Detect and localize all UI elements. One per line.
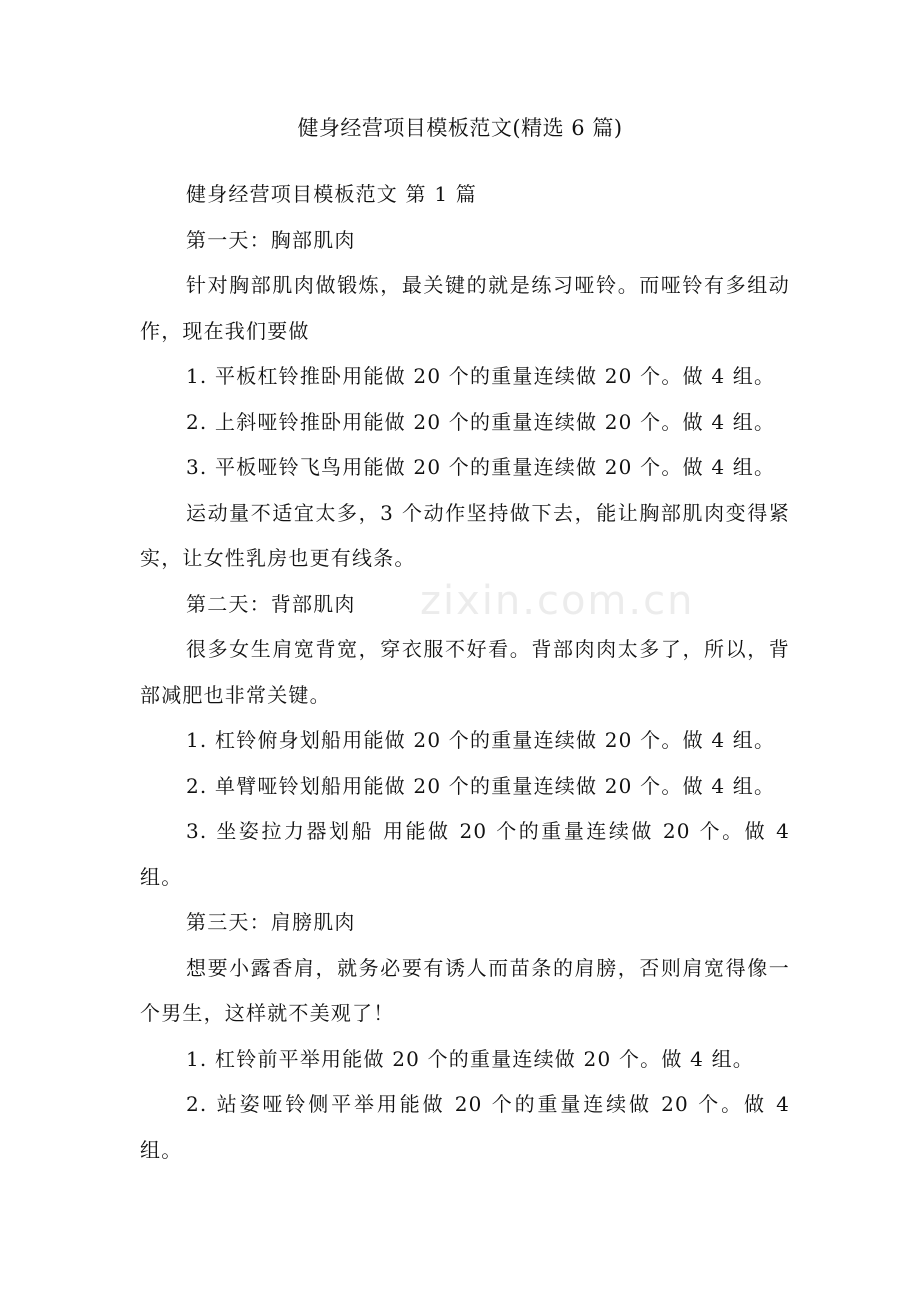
day-heading: 第二天：背部肌肉 xyxy=(186,591,356,616)
list-item: 2. 站姿哑铃侧平举用能做 20 个的重量连续做 20 个。做 4 组。 xyxy=(140,1092,790,1162)
list-item: 1. 平板杠铃推卧用能做 20 个的重量连续做 20 个。做 4 组。 xyxy=(186,364,776,388)
section-heading: 健身经营项目模板范文 第 1 篇 xyxy=(186,182,477,206)
list-item: 3. 平板哑铃飞鸟用能做 20 个的重量连续做 20 个。做 4 组。 xyxy=(186,455,776,479)
list-item: 1. 杠铃前平举用能做 20 个的重量连续做 20 个。做 4 组。 xyxy=(186,1046,755,1071)
watermark: zixin.com.cn xyxy=(420,578,695,624)
document-body xyxy=(140,172,790,1173)
day-heading: 第三天：肩膀肌肉 xyxy=(186,910,356,934)
paragraph: 很多女生肩宽背宽，穿衣服不好看。背部肉肉太多了，所以，背部减肥也非常关键。 xyxy=(140,637,790,707)
paragraph: 想要小露香肩，就务必要有诱人而苗条的肩膀，否则肩宽得像一个男生，这样就不美观了！ xyxy=(140,955,790,1025)
paragraph: 针对胸部肌肉做锻炼，最关键的就是练习哑铃。而哑铃有多组动作，现在我们要做 xyxy=(140,273,790,343)
day-heading: 第一天：胸部肌肉 xyxy=(186,227,356,252)
list-item: 3. 坐姿拉力器划船 用能做 20 个的重量连续做 20 个。做 4 组。 xyxy=(140,819,790,889)
document-title: 健身经营项目模板范文(精选 6 篇) xyxy=(297,116,623,140)
list-item: 2. 上斜哑铃推卧用能做 20 个的重量连续做 20 个。做 4 组。 xyxy=(186,409,776,434)
paragraph: 运动量不适宜太多，3 个动作坚持做下去，能让胸部肌肉变得紧实，让女性乳房也更有线条。 xyxy=(140,500,790,570)
list-item: 1. 杠铃俯身划船用能做 20 个的重量连续做 20 个。做 4 组。 xyxy=(186,728,776,752)
list-item: 2. 单臂哑铃划船用能做 20 个的重量连续做 20 个。做 4 组。 xyxy=(186,773,776,798)
